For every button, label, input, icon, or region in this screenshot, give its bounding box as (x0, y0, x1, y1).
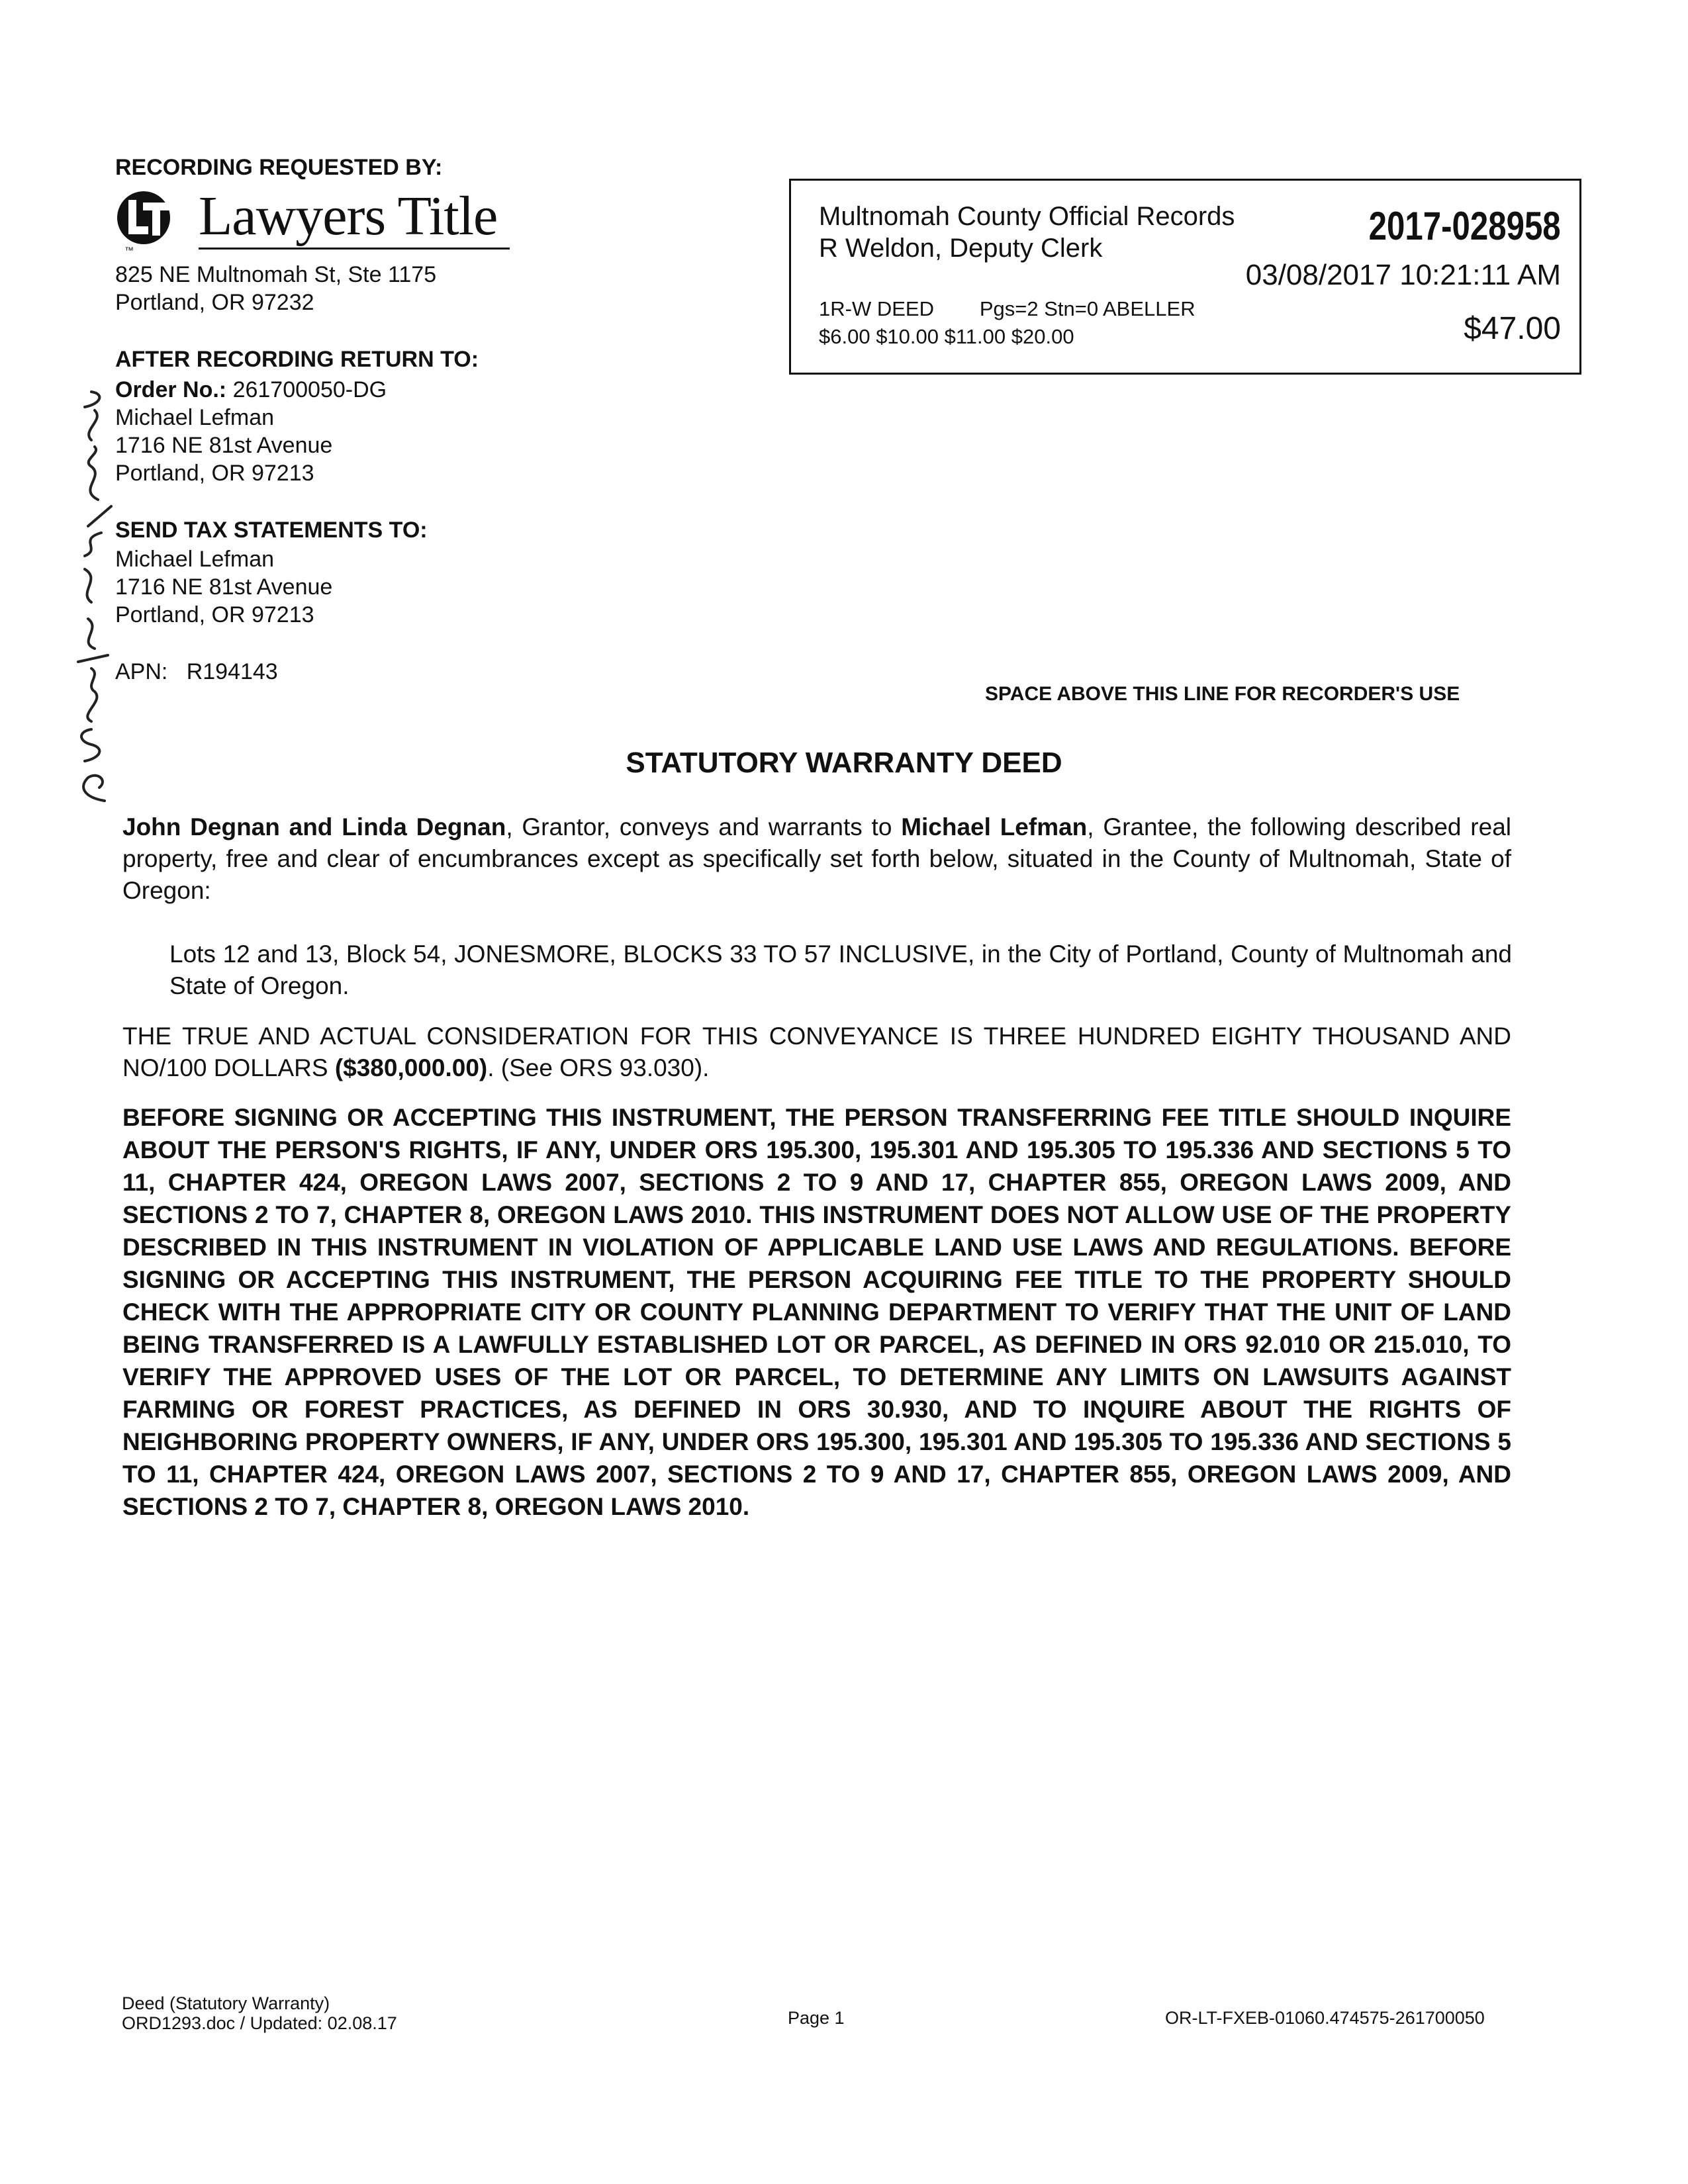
apn-value: R194143 (186, 659, 278, 684)
company-logo-text: Lawyers Title (199, 185, 498, 247)
tax-address1: 1716 NE 81st Avenue (115, 574, 333, 600)
recorder-office: Multnomah County Official Records (819, 202, 1235, 231)
send-tax-label: SEND TAX STATEMENTS TO: (115, 518, 428, 543)
recorder-stamp-box (789, 179, 1581, 375)
consideration-amount: ($380,000.00) (334, 1054, 488, 1081)
tax-address2: Portland, OR 97213 (115, 602, 314, 627)
tax-statement-block (115, 545, 332, 629)
recording-requested-by-label: RECORDING REQUESTED BY: (115, 155, 443, 180)
after-recording-label: AFTER RECORDING RETURN TO: (115, 347, 479, 372)
company-address-line2: Portland, OR 97232 (115, 290, 314, 315)
footer-form-info (122, 1993, 397, 2033)
footer-form-name: Deed (Statutory Warranty) (122, 1993, 330, 2013)
recorded-document-number: 2017-028958 (1368, 204, 1561, 248)
conveyance-paragraph (122, 811, 1511, 907)
lawyers-title-logo: ™ Lawyers Title (114, 187, 511, 253)
footer-page-number: Page 1 (788, 2008, 845, 2028)
recorder-doc-type: 1R-W DEED Pgs=2 Stn=0 ABELLER (819, 297, 1196, 320)
footer-form-file: ORD1293.doc / Updated: 02.08.17 (122, 2013, 397, 2033)
consideration-paragraph (122, 1021, 1511, 1084)
tax-name: Michael Lefman (115, 547, 275, 572)
legal-description: Lots 12 and 13, Block 54, JONESMORE, BLOCKS 33 TO 57 INCLUSIVE, in the City of Portland, County of Multnomah and State of Oregon. (169, 940, 1512, 999)
company-address-line1: 825 NE Multnomah St, Ste 1175 (115, 262, 437, 287)
apn-line (115, 658, 278, 686)
company-address (115, 261, 436, 316)
statutory-warning: BEFORE SIGNING OR ACCEPTING THIS INSTRUMENT, THE PERSON TRANSFERRING FEE TITLE SHOULD INQUIRE ABOUT THE PERSON'S RIGHTS, IF ANY, UNDER ORS 195.300, 195.301 AND 195.305 TO 195.336 AND SECTIONS 5 TO 11, CHAPTER 424, OREGON LAWS 2007, SECTIONS 2 TO 9 AND 17, CHAPTER 855, OREGON LAWS 2009, AND SECTIONS 2 TO 7, CHAPTER 8, OREGON LAWS 2010. THIS INSTRUMENT DOES NOT ALLOW USE OF THE PROPERTY DESCRIBED IN THIS INSTRUMENT IN VIOLATION OF APPLICABLE LAND USE LAWS AND REGULATIONS. BEFORE SIGNING OR ACCEPTING THIS INSTRUMENT, THE PERSON ACQUIRING FEE TITLE TO THE PROPERTY SHOULD CHECK WITH THE APPROPRIATE CITY OR COUNTY PLANNING DEPARTMENT TO VERIFY THAT THE UNIT OF LAND BEING TRANSFERRED IS A LAWFULLY ESTABLISHED LOT OR PARCEL, AS DEFINED IN ORS 92.010 OR 215.010, TO VERIFY THE APPROVED USES OF THE LOT OR PARCEL, TO DETERMINE ANY LIMITS ON LAWSUITS AGAINST FARMING OR FOREST PRACTICES, AS DEFINED IN ORS 30.930, AND TO INQUIRE ABOUT THE RIGHTS OF NEIGHBORING PROPERTY OWNERS, IF ANY, UNDER ORS 195.300, 195.301 AND 195.305 TO 195.336 AND SECTIONS 5 TO 11, CHAPTER 424, OREGON LAWS 2007, SECTIONS 2 TO 9 AND 17, CHAPTER 855, OREGON LAWS 2009, AND SECTIONS 2 TO 7, CHAPTER 8, OREGON LAWS 2010. (122, 1104, 1511, 1520)
return-to-block (115, 376, 387, 487)
document-title: STATUTORY WARRANTY DEED (626, 747, 1062, 779)
return-address2: Portland, OR 97213 (115, 461, 314, 486)
recorder-clerk: R Weldon, Deputy Clerk (819, 234, 1103, 263)
consideration-text: THE TRUE AND ACTUAL CONSIDERATION FOR THIS CONVEYANCE IS THREE HUNDRED EIGHTY THOUSAND AND NO/100 DOLLARS (122, 1023, 1511, 1081)
grantee-name: Michael Lefman (901, 813, 1088, 841)
order-no-label: Order No.: (115, 377, 227, 402)
order-no-value: 261700050-DG (232, 377, 387, 402)
lawyers-title-logo-icon (114, 188, 180, 248)
consideration-reference: . (See ORS 93.030). (487, 1054, 710, 1081)
footer-reference: OR-LT-FXEB-01060.474575-261700050 (1165, 2008, 1485, 2028)
conveyance-text-end: , Grantee, the following described real property, free and clear of encumbrances except as specifically set forth below, situated in the County of Multnomah, State of Oregon: (122, 813, 1511, 904)
recorder-fees: $6.00 $10.00 $11.00 $20.00 (819, 325, 1074, 348)
conveyance-text: , Grantor, conveys and warrants to (506, 813, 902, 841)
return-address1: 1716 NE 81st Avenue (115, 433, 333, 458)
recorder-space-note: SPACE ABOVE THIS LINE FOR RECORDER'S USE (985, 683, 1460, 705)
grantor-names: John Degnan and Linda Degnan (122, 813, 506, 841)
apn-label: APN: (115, 659, 168, 684)
return-name: Michael Lefman (115, 405, 275, 430)
recorder-total-fee: $47.00 (1464, 311, 1561, 346)
recorded-datetime: 03/08/2017 10:21:11 AM (1245, 259, 1561, 291)
